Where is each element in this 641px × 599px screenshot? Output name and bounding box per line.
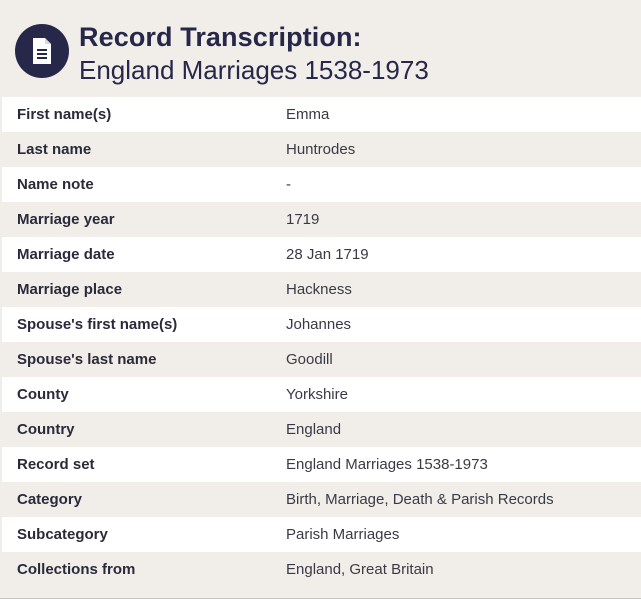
field-value: England Marriages 1538-1973 (286, 456, 488, 473)
field-label: Last name (17, 141, 92, 158)
table-row (2, 132, 641, 167)
table-row (2, 447, 641, 482)
table-row (2, 97, 641, 132)
field-value: 28 Jan 1719 (286, 246, 369, 263)
field-value: Hackness (286, 281, 352, 298)
field-label: First name(s) (17, 106, 112, 123)
table-row (2, 307, 641, 342)
page-subtitle: England Marriages 1538-1973 (79, 55, 429, 85)
page-title: Record Transcription: (79, 22, 362, 52)
record-header (0, 0, 641, 97)
table-row (2, 517, 641, 552)
table-row (2, 377, 641, 412)
field-label: Name note (17, 176, 94, 193)
field-label: Spouse's first name(s) (17, 316, 178, 333)
field-label: Country (17, 421, 75, 438)
table-row (2, 167, 641, 202)
field-value: England (286, 421, 342, 438)
table-row (2, 412, 641, 447)
field-value: Yorkshire (286, 386, 348, 403)
field-value: Birth, Marriage, Death & Parish Records (286, 491, 554, 508)
field-value: England, Great Britain (286, 561, 434, 578)
table-row (2, 342, 641, 377)
table-row (2, 272, 641, 307)
field-label: Marriage year (17, 211, 115, 228)
field-value: 1719 (286, 211, 320, 228)
table-row (2, 552, 641, 587)
field-label: Subcategory (17, 526, 108, 543)
field-label: Marriage date (17, 246, 115, 263)
field-value: Johannes (286, 316, 352, 333)
table-row (2, 202, 641, 237)
field-value: Goodill (286, 351, 333, 368)
field-value: Parish Marriages (286, 526, 400, 543)
title-block (79, 20, 429, 86)
field-label: County (17, 386, 69, 403)
field-label: Spouse's last name (17, 351, 157, 368)
table-row (2, 237, 641, 272)
field-value: - (286, 176, 291, 193)
table-row (2, 482, 641, 517)
transcription-table (2, 97, 641, 587)
field-label: Collections from (17, 561, 136, 578)
field-label: Record set (17, 456, 95, 473)
document-icon (15, 24, 69, 78)
field-value: Emma (286, 106, 330, 123)
field-label: Category (17, 491, 83, 508)
field-label: Marriage place (17, 281, 123, 298)
field-value: Huntrodes (286, 141, 356, 158)
